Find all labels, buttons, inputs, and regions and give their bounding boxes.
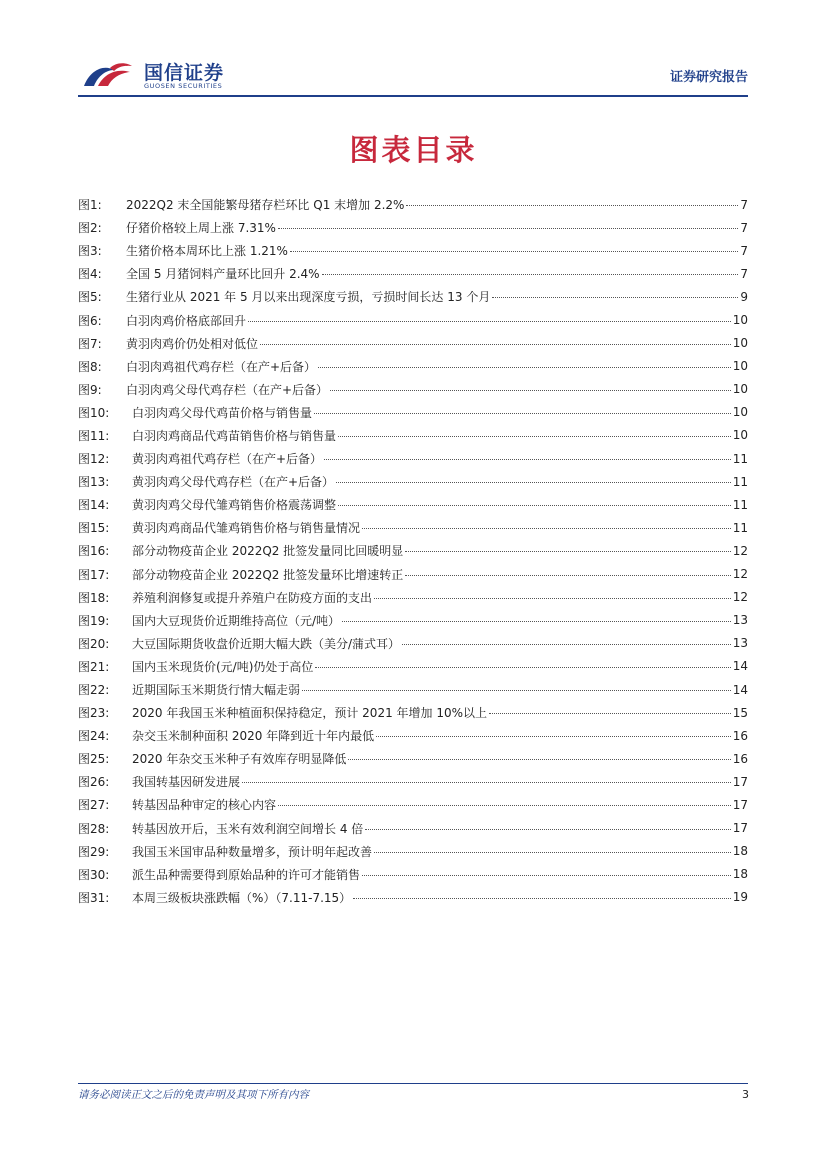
toc-page-number: 15 [732,705,748,720]
toc-page-number: 10 [732,405,748,420]
brand-logo [78,56,238,92]
footer-disclaimer: 请务必阅读正文之后的免责声明及其项下所有内容 [78,1089,309,1101]
toc-figure-number: 图27: [78,798,110,813]
toc-leader-dots [278,797,731,806]
toc-figure-number: 图10: [78,405,110,420]
page-title: 图表目录 [349,133,478,167]
toc-page-number: 14 [732,659,748,674]
toc-entry[interactable] [78,424,748,447]
toc-page-number: 7 [740,266,748,281]
toc-leader-dots [248,313,731,322]
toc-leader-dots [342,613,731,622]
toc-leader-dots [492,289,738,298]
toc-page-number: 17 [732,821,748,836]
guosen-logo-icon [80,60,134,90]
toc-figure-title: 我国转基因研发进展 [132,775,241,790]
toc-entry[interactable] [78,516,748,539]
toc-page-number: 12 [732,543,748,558]
toc-page-number: 11 [732,474,748,489]
toc-entry[interactable] [78,886,748,909]
toc-figure-title: 我国玉米国审品种数量增多，预计明年起改善 [132,844,373,859]
toc-figure-number: 图25: [78,752,110,767]
toc-leader-dots [322,266,739,275]
toc-figure-title: 2020 年我国玉米种植面积保持稳定，预计 2021 年增加 10%以上 [132,706,488,721]
toc-leader-dots [365,821,730,830]
toc-leader-dots [405,543,730,552]
toc-leader-dots [374,590,731,599]
toc-leader-dots [376,728,731,737]
toc-leader-dots [405,567,730,576]
toc-leader-dots [406,197,738,206]
toc-entry[interactable] [78,701,748,724]
toc-page-number: 16 [732,728,748,743]
toc-figure-title: 黄羽肉鸡祖代鸡存栏（在产+后备） [132,452,323,467]
toc-leader-dots [402,636,731,645]
toc-page-number: 17 [732,797,748,812]
toc-figure-title: 转基因品种审定的核心内容 [132,798,277,813]
toc-page-number: 10 [732,382,748,397]
toc-figure-title: 白羽肉鸡祖代鸡存栏（在产+后备） [126,359,317,374]
toc-figure-number: 图7: [78,336,102,351]
page-header [78,56,748,96]
toc-figure-title: 黄羽肉鸡父母代鸡存栏（在产+后备） [132,475,335,490]
toc-page-number: 13 [732,613,748,628]
toc-figure-number: 图29: [78,844,110,859]
toc-page-number: 19 [732,890,748,905]
toc-figure-number: 图22: [78,683,110,698]
toc-entry[interactable] [78,632,748,655]
toc-figure-number: 图5: [78,290,102,305]
toc-entry[interactable] [78,655,748,678]
toc-page-number: 10 [732,313,748,328]
toc-leader-dots [338,428,731,437]
toc-figure-number: 图4: [78,267,102,282]
toc-figure-title: 部分动物疫苗企业 2022Q2 批签发量环比增速转正 [132,567,404,582]
toc-figure-title: 黄羽肉鸡父母代雏鸡销售价格震荡调整 [132,498,337,513]
toc-figure-title: 白羽肉鸡父母代鸡存栏（在产+后备） [126,382,329,397]
toc-figure-number: 图18: [78,590,110,605]
toc-figure-title: 2020 年杂交玉米种子有效库存明显降低 [132,752,347,767]
toc-leader-dots [330,382,731,391]
toc-figure-number: 图26: [78,775,110,790]
toc-figure-title: 白羽肉鸡商品代鸡苗销售价格与销售量 [132,428,337,443]
toc-page-number: 7 [740,243,748,258]
toc-figure-title: 国内玉米现货价(元/吨)仍处于高位 [132,659,314,674]
toc-entry[interactable] [78,332,748,355]
toc-figure-title: 2022Q2 末全国能繁母猪存栏环比 Q1 末增加 2.2% [126,198,405,213]
toc-entry[interactable] [78,493,748,516]
toc-figure-title: 白羽肉鸡价格底部回升 [126,313,247,328]
toc-figure-title: 部分动物疫苗企业 2022Q2 批签发量同比回暖明显 [132,544,404,559]
toc-entry[interactable] [78,840,748,863]
figure-list [78,193,748,909]
toc-leader-dots [374,844,731,853]
toc-page-number: 11 [732,520,748,535]
toc-page-number: 12 [732,567,748,582]
toc-page-number: 17 [732,774,748,789]
toc-leader-dots [242,774,731,783]
toc-page-number: 10 [732,359,748,374]
toc-figure-title: 本周三级板块涨跌幅（%）（7.11-7.15） [132,890,352,905]
toc-entry[interactable] [78,355,748,378]
brand-name-cn: 国信证券 [144,62,225,84]
toc-figure-number: 图2: [78,221,102,236]
toc-figure-number: 图1: [78,198,102,213]
toc-figure-number: 图16: [78,544,110,559]
toc-leader-dots [315,659,730,668]
toc-leader-dots [353,890,731,899]
toc-leader-dots [278,220,738,229]
toc-entry[interactable] [78,770,748,793]
toc-figure-number: 图11: [78,428,110,443]
toc-figure-title: 养殖利润修复或提升养殖户在防疫方面的支出 [132,590,373,605]
toc-page-number: 18 [732,867,748,882]
toc-figure-number: 图14: [78,498,110,513]
toc-entry[interactable] [78,193,748,216]
toc-leader-dots [348,751,730,760]
toc-figure-number: 图9: [78,382,102,397]
toc-figure-number: 图23: [78,706,110,721]
toc-figure-title: 仔猪价格较上周上涨 7.31% [126,221,276,236]
toc-leader-dots [302,682,731,691]
toc-page-number: 11 [732,451,748,466]
toc-page-number: 18 [732,844,748,859]
toc-figure-number: 图31: [78,890,110,905]
toc-entry[interactable] [78,401,748,424]
toc-entry[interactable] [78,216,748,239]
toc-figure-title: 国内大豆现货价近期维持高位（元/吨） [132,613,341,628]
report-type-label: 证券研究报告 [669,70,748,85]
toc-entry[interactable] [78,262,748,285]
toc-entry[interactable] [78,285,748,308]
toc-leader-dots [489,705,731,714]
toc-figure-title: 杂交玉米制种面积 2020 年降到近十年内最低 [132,729,375,744]
toc-figure-number: 图12: [78,452,110,467]
toc-figure-title: 白羽肉鸡父母代鸡苗价格与销售量 [132,405,313,420]
toc-leader-dots [336,474,731,483]
toc-page-number: 9 [740,289,748,304]
toc-page-number: 7 [740,197,748,212]
toc-leader-dots [362,867,731,876]
toc-figure-title: 生猪行业从 2021 年 5 月以来出现深度亏损，亏损时间长达 13 个月 [126,290,491,305]
toc-entry[interactable] [78,447,748,470]
toc-page-number: 16 [732,751,748,766]
toc-page-number: 12 [732,590,748,605]
toc-entry[interactable] [78,308,748,331]
toc-figure-number: 图20: [78,636,110,651]
toc-entry[interactable] [78,378,748,401]
footer-divider [78,1083,748,1084]
toc-entry[interactable] [78,586,748,609]
toc-figure-title: 派生品种需要得到原始品种的许可才能销售 [132,867,361,882]
toc-entry[interactable] [78,539,748,562]
header-divider [78,95,748,97]
toc-page-number: 14 [732,682,748,697]
brand-name-en: GUOSEN SECURITIES [144,82,223,90]
toc-entry[interactable] [78,747,748,770]
toc-page-number: 10 [732,336,748,351]
toc-figure-number: 图30: [78,867,110,882]
toc-leader-dots [290,243,738,252]
toc-figure-number: 图8: [78,359,102,374]
toc-page-number: 13 [732,636,748,651]
toc-page-number: 10 [732,428,748,443]
toc-page-number: 7 [740,220,748,235]
toc-entry[interactable] [78,609,748,632]
toc-figure-number: 图19: [78,613,110,628]
toc-figure-number: 图3: [78,244,102,259]
toc-page-number: 11 [732,497,748,512]
toc-entry[interactable] [78,239,748,262]
toc-entry[interactable] [78,817,748,840]
toc-entry[interactable] [78,678,748,701]
toc-leader-dots [318,359,731,368]
page-number: 3 [742,1088,749,1101]
toc-figure-title: 生猪价格本周环比上涨 1.21% [126,244,288,259]
toc-leader-dots [362,520,731,529]
toc-figure-number: 图28: [78,821,110,836]
toc-figure-title: 大豆国际期货收盘价近期大幅大跌（美分/蒲式耳） [132,636,401,651]
toc-leader-dots [260,336,731,345]
toc-figure-title: 近期国际玉米期货行情大幅走弱 [132,683,301,698]
toc-leader-dots [324,451,731,460]
toc-figure-number: 图13: [78,475,110,490]
toc-entry[interactable] [78,863,748,886]
toc-figure-number: 图24: [78,729,110,744]
toc-entry[interactable] [78,470,748,493]
toc-figure-number: 图21: [78,659,110,674]
toc-entry[interactable] [78,793,748,816]
toc-leader-dots [314,405,731,414]
toc-figure-title: 黄羽肉鸡价仍处相对低位 [126,336,259,351]
toc-figure-number: 图17: [78,567,110,582]
toc-leader-dots [338,497,731,506]
toc-entry[interactable] [78,563,748,586]
toc-figure-title: 转基因放开后，玉米有效利润空间增长 4 倍 [132,821,364,836]
toc-figure-title: 全国 5 月猪饲料产量环比回升 2.4% [126,267,320,282]
toc-figure-number: 图15: [78,521,110,536]
toc-figure-title: 黄羽肉鸡商品代雏鸡销售价格与销售量情况 [132,521,361,536]
toc-figure-number: 图6: [78,313,102,328]
toc-entry[interactable] [78,724,748,747]
